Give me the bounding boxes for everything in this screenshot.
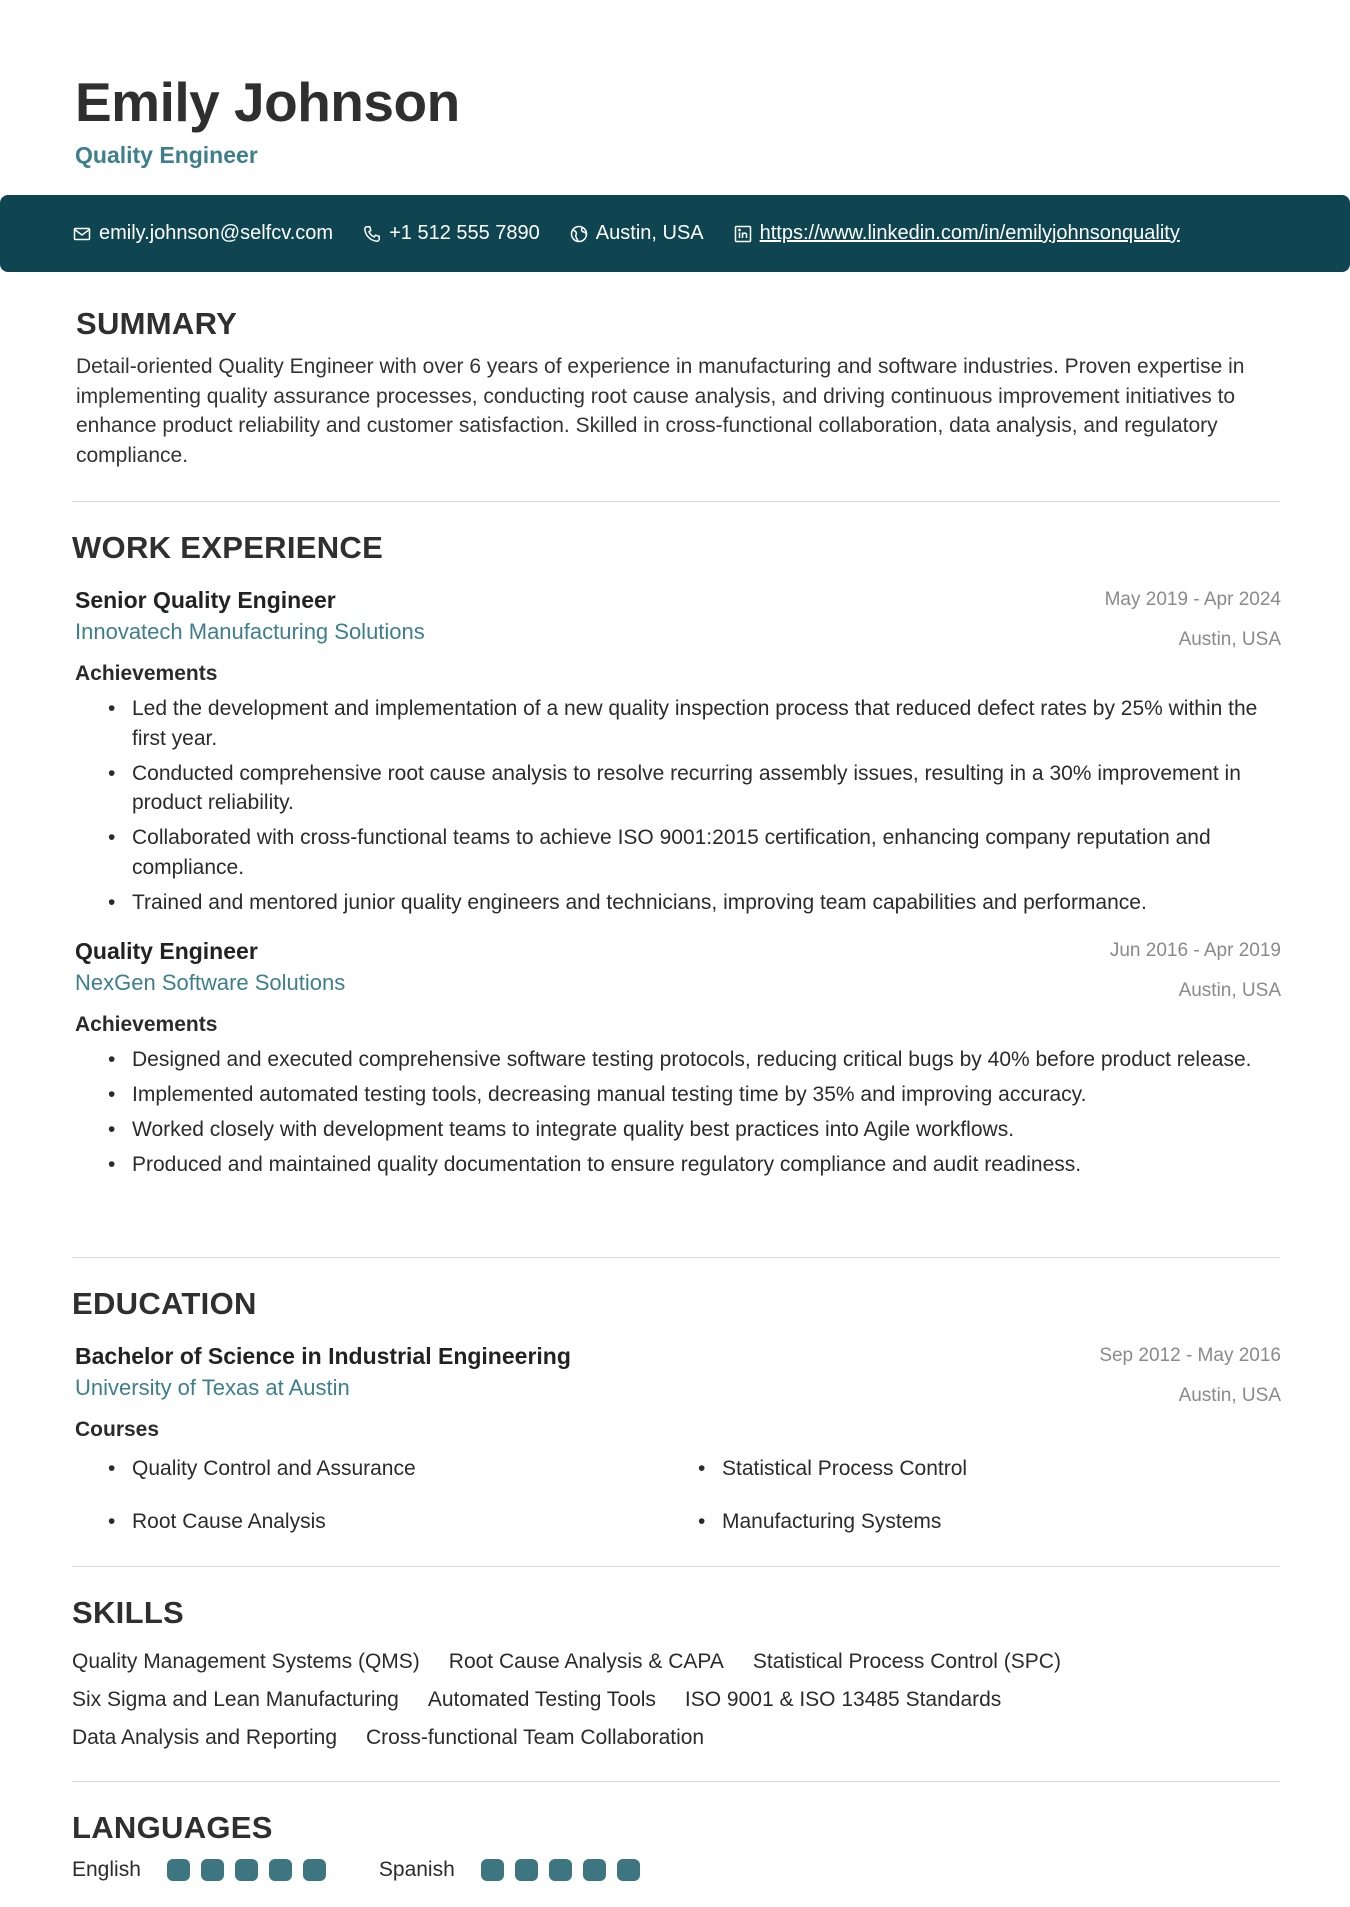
language-name: English (72, 1858, 141, 1881)
skill-item: Six Sigma and Lean Manufacturing (72, 1688, 399, 1711)
proficiency-dot (269, 1859, 292, 1881)
job-entry (75, 584, 1281, 917)
linkedin-link[interactable]: https://www.linkedin.com/in/emilyjohnsonquality (759, 222, 1180, 244)
job-dates: May 2019 - Apr 2024 (1104, 589, 1281, 610)
skill-item: Data Analysis and Reporting (72, 1726, 337, 1749)
education-location: Austin, USA (1178, 1385, 1281, 1406)
divider (72, 1566, 1280, 1567)
list-item: • Manufacturing Systems (665, 1505, 1255, 1539)
globe-icon (570, 225, 588, 243)
skill-item: ISO 9001 & ISO 13485 Standards (684, 1688, 1002, 1711)
achievements-heading: Achievements (75, 662, 218, 685)
candidate-role: Quality Engineer (75, 142, 258, 168)
skill-item: Root Cause Analysis & CAPA (448, 1650, 724, 1673)
experience-section (72, 530, 1280, 1185)
contact-bar (0, 195, 1350, 272)
proficiency-dot (583, 1859, 606, 1881)
courses-heading: Courses (75, 1418, 160, 1441)
proficiency-dot (235, 1859, 258, 1881)
achievements-heading: Achievements (75, 1013, 218, 1036)
school-name: University of Texas at Austin (75, 1375, 350, 1400)
languages-section (72, 1810, 1280, 1882)
divider (72, 1257, 1280, 1258)
linkedin-icon (734, 225, 752, 243)
skill-item: Statistical Process Control (SPC) (752, 1650, 1061, 1673)
list-item: • Trained and mentored junior quality engineers and technicians, improving team capabilities and performance. (75, 888, 1281, 918)
divider (72, 1781, 1280, 1782)
language-item (379, 1858, 651, 1882)
summary-section (72, 306, 1280, 470)
job-dates: Jun 2016 - Apr 2019 (1109, 940, 1281, 961)
list-item: • Produced and maintained quality documentation to ensure regulatory compliance and audit readiness. (75, 1150, 1281, 1180)
list-item: • Worked closely with development teams to integrate quality best practices into Agile workflows. (75, 1115, 1281, 1145)
courses-list (75, 1452, 1281, 1539)
candidate-name: Emily Johnson (75, 71, 460, 133)
proficiency-dot (617, 1859, 640, 1881)
job-title: Quality Engineer (75, 938, 258, 964)
resume-header (75, 70, 460, 169)
education-title: EDUCATION (72, 1286, 257, 1321)
languages-title: LANGUAGES (72, 1810, 273, 1845)
skills-section (72, 1595, 1280, 1757)
skill-item: Quality Management Systems (QMS) (72, 1650, 420, 1673)
contact-location (570, 222, 704, 245)
list-item: • Designed and executed comprehensive software testing protocols, reducing critical bugs by 40% before product release. (75, 1045, 1281, 1075)
phone-text: +1 512 555 7890 (389, 222, 540, 244)
education-section (72, 1286, 1280, 1539)
job-company: Innovatech Manufacturing Solutions (75, 619, 425, 644)
list-item: • Root Cause Analysis (75, 1505, 665, 1539)
proficiency-dot (303, 1859, 326, 1881)
job-location: Austin, USA (1178, 980, 1281, 1001)
contact-email[interactable] (73, 222, 333, 245)
languages-list (72, 1858, 1280, 1882)
skill-item: Automated Testing Tools (427, 1688, 656, 1711)
list-item: • Statistical Process Control (665, 1452, 1255, 1486)
proficiency-dots (167, 1859, 337, 1881)
skills-title: SKILLS (72, 1595, 185, 1630)
summary-title: SUMMARY (76, 306, 238, 341)
language-item (72, 1858, 337, 1882)
job-company: NexGen Software Solutions (75, 970, 346, 995)
proficiency-dot (201, 1859, 224, 1881)
language-name: Spanish (378, 1858, 455, 1881)
email-text: emily.johnson@selfcv.com (99, 222, 334, 244)
job-location: Austin, USA (1178, 629, 1281, 650)
proficiency-dot (167, 1859, 190, 1881)
location-text: Austin, USA (595, 222, 704, 244)
proficiency-dot (481, 1859, 504, 1881)
list-item: • Quality Control and Assurance (75, 1452, 665, 1486)
contact-phone[interactable] (363, 222, 540, 245)
achievements-list (75, 1045, 1281, 1180)
list-item: • Implemented automated testing tools, decreasing manual testing time by 35% and improving accuracy. (75, 1080, 1281, 1110)
education-entry (75, 1340, 1281, 1539)
list-item: • Collaborated with cross-functional teams to achieve ISO 9001:2015 certification, enhancing company reputation and compliance. (75, 823, 1281, 882)
divider (72, 501, 1280, 502)
skills-list (72, 1643, 1222, 1757)
job-title: Senior Quality Engineer (75, 587, 336, 613)
job-entry (75, 935, 1281, 1180)
proficiency-dot (515, 1859, 538, 1881)
list-item: • Led the development and implementation of a new quality inspection process that reduced defect rates by 25% within the first year. (75, 694, 1281, 753)
phone-icon (363, 225, 381, 243)
proficiency-dot (549, 1859, 572, 1881)
list-item: • Conducted comprehensive root cause analysis to resolve recurring assembly issues, resulting in a 30% improvement in product reliability. (75, 759, 1281, 818)
degree-title: Bachelor of Science in Industrial Engineering (75, 1343, 571, 1369)
contact-linkedin[interactable] (734, 222, 1180, 245)
education-dates: Sep 2012 - May 2016 (1099, 1345, 1281, 1366)
proficiency-dots (481, 1859, 651, 1881)
skill-item: Cross-functional Team Collaboration (366, 1726, 705, 1749)
envelope-icon (73, 225, 91, 243)
experience-title: WORK EXPERIENCE (72, 530, 384, 565)
achievements-list (75, 694, 1281, 917)
summary-text: Detail-oriented Quality Engineer with over 6 years of experience in manufacturing and software industries. Proven expertise in implementing quality assurance processes, conducting root cause analysis, and driving continuous improvement initiatives to enhance product reliability and customer satisfaction. Skilled in cross-functional collaboration, data analysis, and regulatory compliance. (76, 355, 1245, 467)
